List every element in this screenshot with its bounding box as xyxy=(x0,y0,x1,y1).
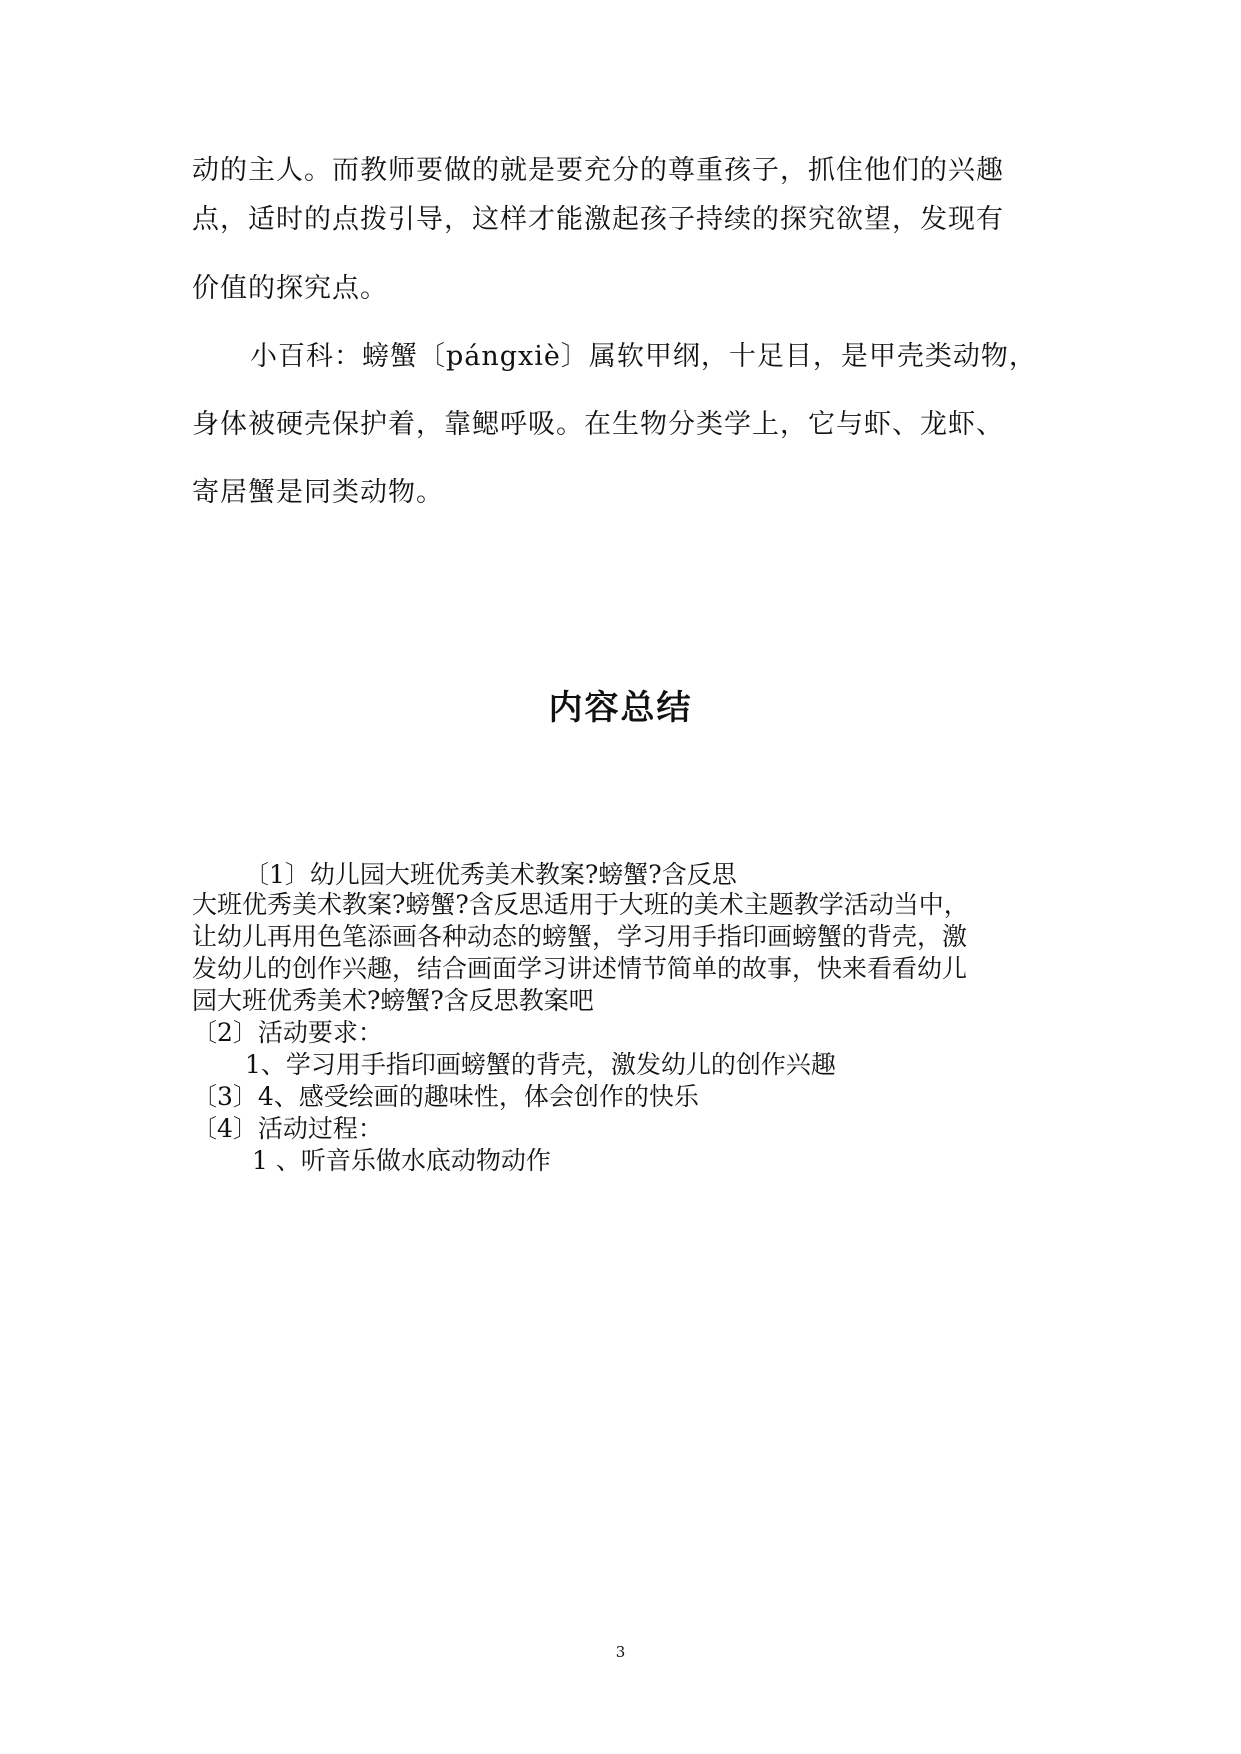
summary-line: 1 、听音乐做水底动物动作 xyxy=(252,1146,551,1175)
paragraph-line: 身体被硬壳保护着，靠鳃呼吸。在生物分类学上，它与虾、龙虾、 xyxy=(192,409,1004,440)
summary-line: 〔4〕活动过程： xyxy=(192,1114,383,1143)
summary-line: 让幼儿再用色笔添画各种动态的螃蟹，学习用手指印画螃蟹的背壳，激 xyxy=(192,922,968,951)
summary-line: 〔2〕活动要求： xyxy=(192,1018,383,1047)
paragraph-line: 寄居蟹是同类动物。 xyxy=(192,477,444,508)
summary-line: 园大班优秀美术?螃蟹?含反思教案吧 xyxy=(192,986,594,1015)
page-number: 3 xyxy=(615,1643,626,1661)
paragraph-line: 小百科：螃蟹〔pángxiè〕属软甲纲，十足目，是甲壳类动物， xyxy=(250,341,1037,372)
summary-line: 发幼儿的创作兴趣，结合画面学习讲述情节简单的故事，快来看看幼儿 xyxy=(192,954,968,983)
paragraph-line: 价值的探究点。 xyxy=(192,273,388,304)
summary-line: 〔3〕4、感受绘画的趣味性，体会创作的快乐 xyxy=(192,1082,699,1111)
paragraph-line: 动的主人。而教师要做的就是要充分的尊重孩子，抓住他们的兴趣 xyxy=(192,155,1004,186)
summary-heading: 内容总结 xyxy=(548,688,693,728)
summary-line: 〔1〕幼儿园大班优秀美术教案?螃蟹?含反思 xyxy=(244,860,737,889)
summary-line: 大班优秀美术教案?螃蟹?含反思适用于大班的美术主题教学活动当中， xyxy=(192,890,969,919)
paragraph-line: 点，适时的点拨引导，这样才能激起孩子持续的探究欲望，发现有 xyxy=(192,204,1004,235)
summary-line: 1、学习用手指印画螃蟹的背壳，激发幼儿的创作兴趣 xyxy=(245,1050,836,1079)
